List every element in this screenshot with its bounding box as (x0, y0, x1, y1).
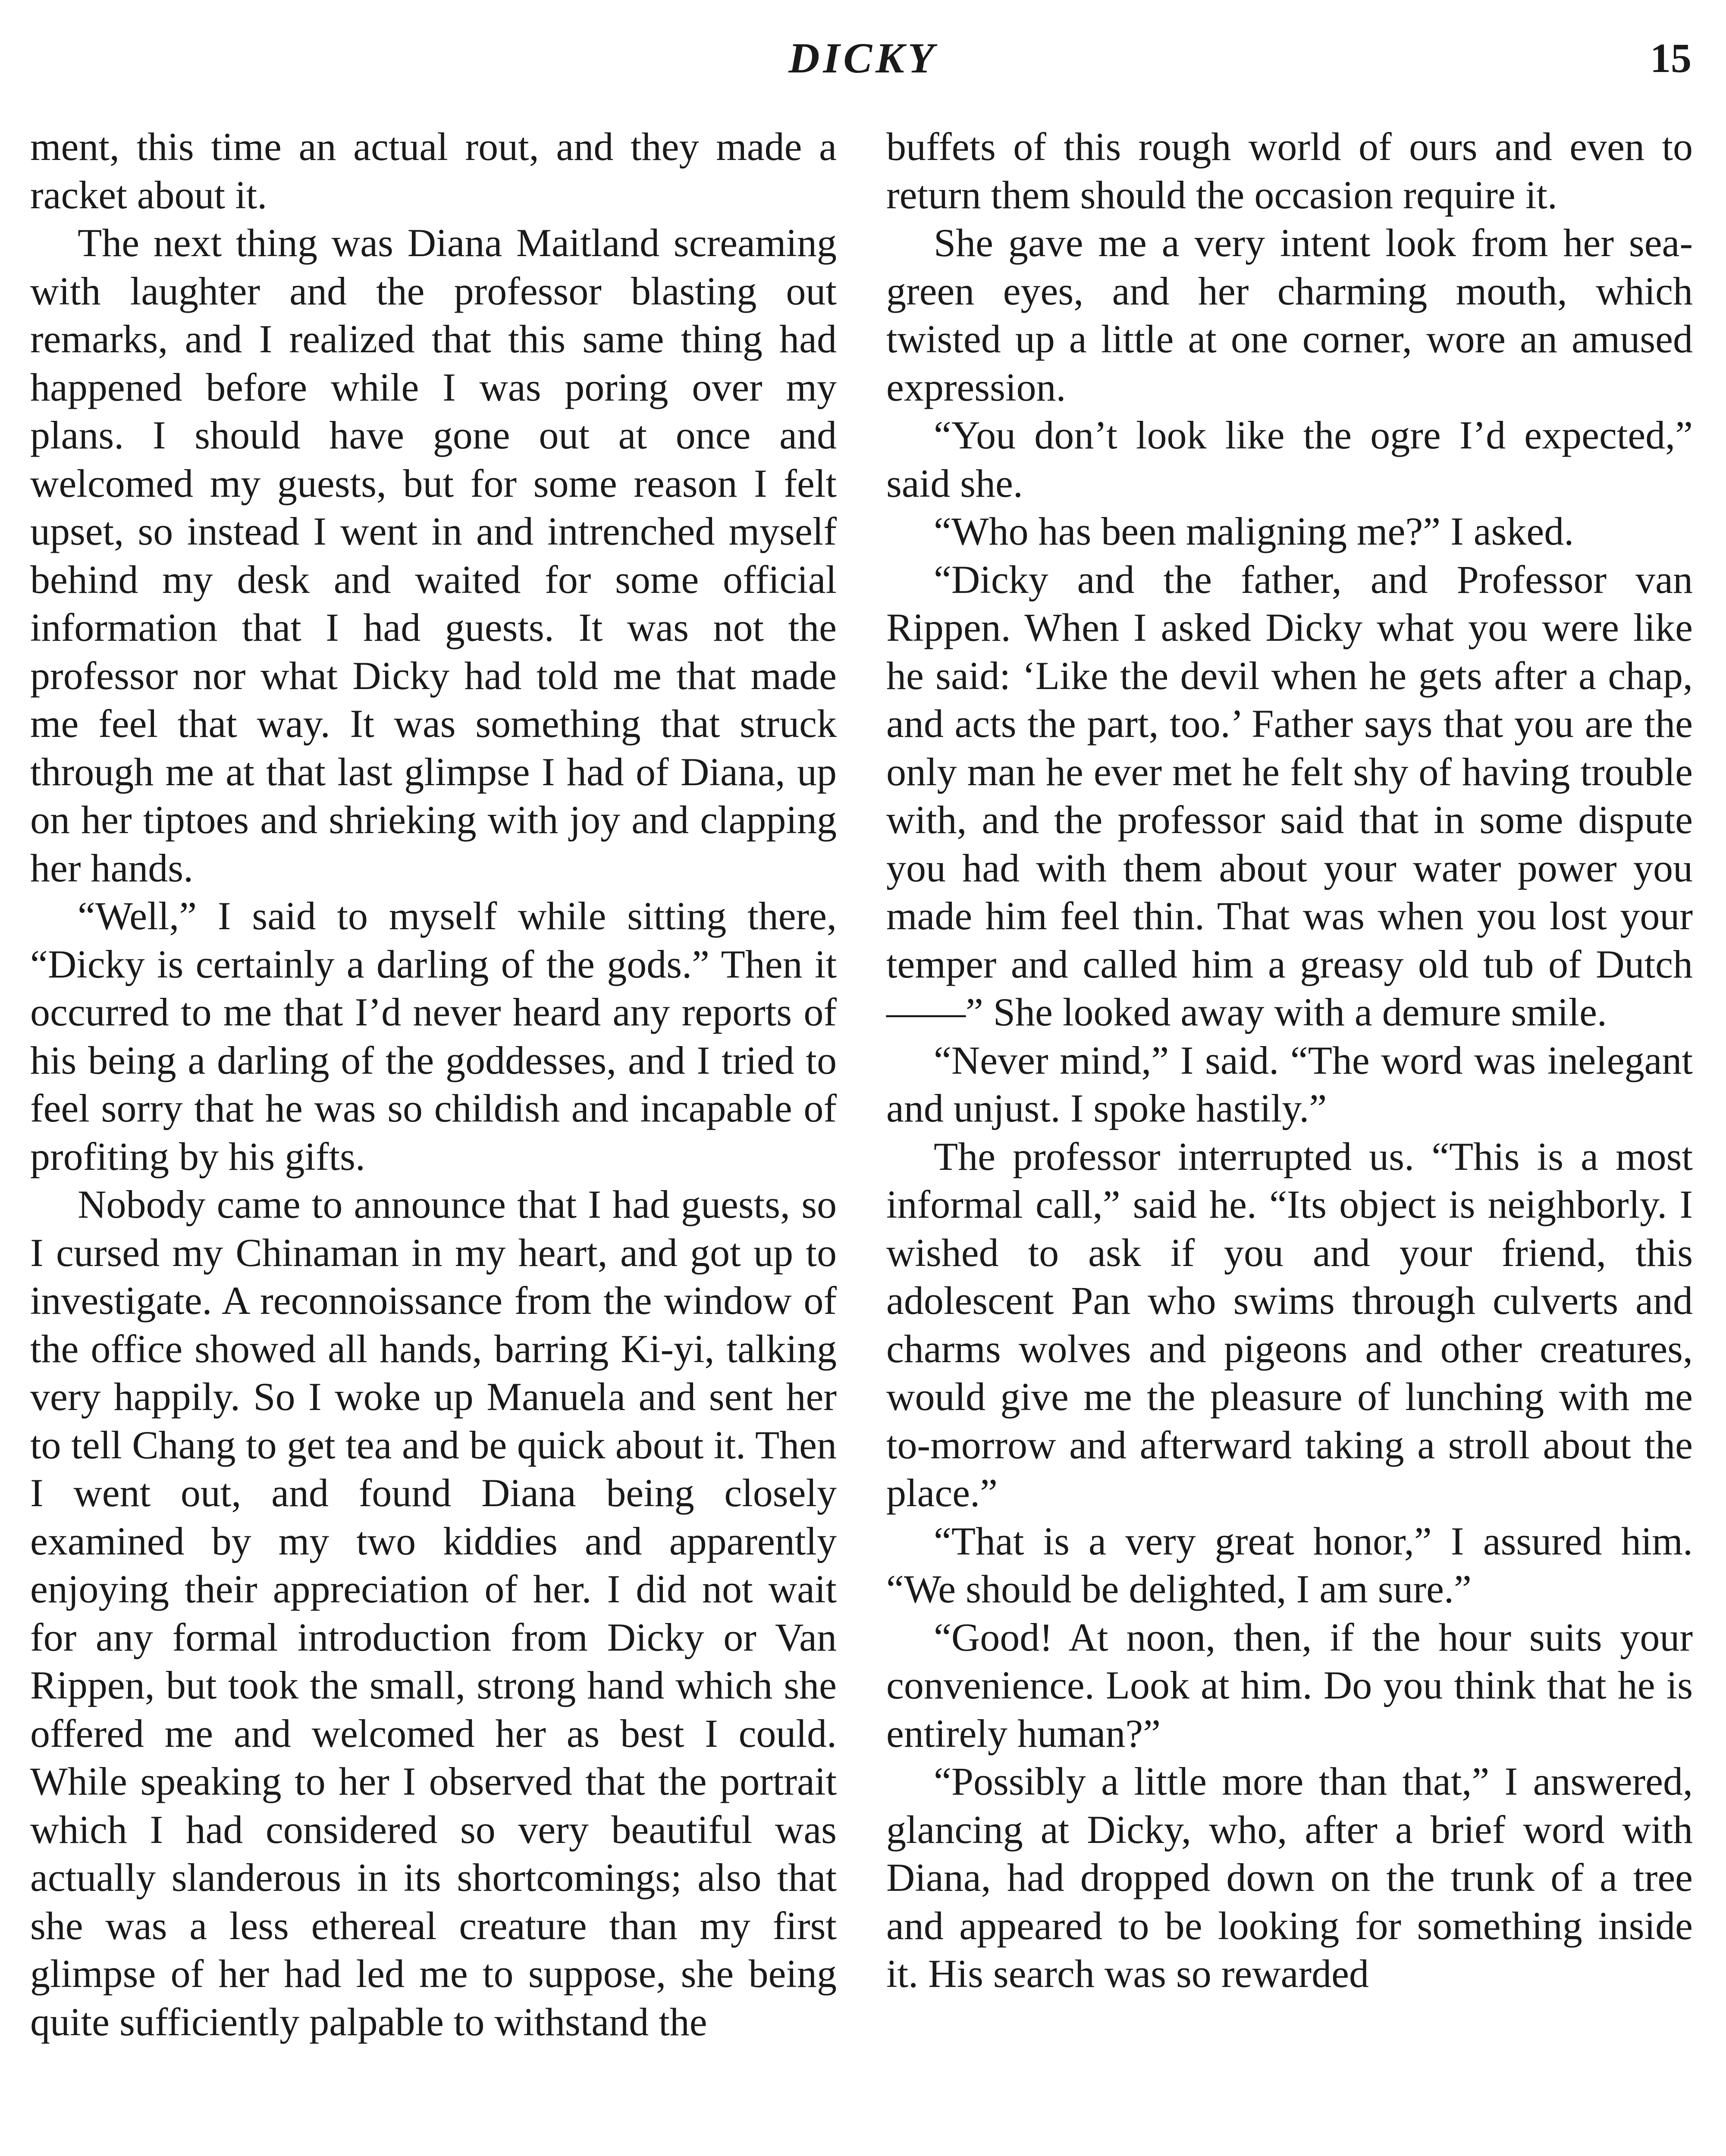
right-column (886, 123, 1693, 1998)
paragraph: “Good! At noon, then, if the hour suits your convenience. Look at him. Do you think that he is entirely human?” (886, 1615, 1693, 1755)
paragraph: buffets of this rough world of ours and even to return them should the occasion require it. (886, 125, 1693, 217)
paragraph: The next thing was Diana Maitland screaming with laughter and the professor blasting out remarks, and I realized that this same thing had happened before while I was poring over my plans. I should have gone out at once and welcomed my guests, but for some reason I felt upset, so instead I went in and intrenched myself behind my desk and waited for some official information that I had guests. It was not the professor nor what Dicky had told me that made me feel that way. It was something that struck through me at that last glimpse I had of Diana, up on her tiptoes and shrieking with joy and clapping her hands. (30, 221, 837, 890)
paragraph: “Who has been maligning me?” I asked. (934, 509, 1574, 553)
left-column (30, 123, 837, 2046)
paragraph: Nobody came to announce that I had guests, so I cursed my Chinaman in my heart, and got up to investigate. A reconnoissance from the window of the office showed all hands, barring Ki-yi, talking very happily. So I woke up Manuela and sent her to tell Chang to get tea and be quick about it. Then I went out, and found Diana being closely examined by my two kiddies and apparently enjoying their appreciation of her. I did not wait for any formal introduction from Dicky or Van Rippen, but took the small, strong hand which she offered me and welcomed her as best I could. While speaking to her I observed that the portrait which I had considered so very beautiful was actually slanderous in its shortcomings; also that she was a less ethereal creature than my first glimpse of her had led me to suppose, she being quite sufficiently palpable to withstand the (30, 1182, 837, 2044)
running-head (0, 30, 1726, 86)
paragraph: “That is a very great honor,” I assured him. “We should be delighted, I am sure.” (886, 1519, 1693, 1611)
running-title: DICKY (788, 34, 938, 82)
paragraph: “Dicky and the father, and Professor van Rippen. When I asked Dicky what you were like he said: ‘Like the devil when he gets after a chap, and acts the part, too.’ Father says that you are the only man he ever met he felt shy of having trouble with, and the professor said that in some dispute you had with them about your water power you made him feel thin. That was when you lost your temper and called him a greasy old tub of Dutch——” She looked away with a demure smile. (886, 557, 1693, 1034)
paragraph: “Well,” I said to myself while sitting there, “Dicky is certainly a darling of the gods.” Then it occurred to me that I’d never heard any reports of his being a darling of the goddesses, and I tried to feel sorry that he was so childish and incapable of profiting by his gifts. (30, 894, 837, 1178)
paragraph: “Never mind,” I said. “The word was inelegant and unjust. I spoke hastily.” (886, 1038, 1693, 1130)
paragraph: ment, this time an actual rout, and they made a racket about it. (30, 125, 837, 217)
paragraph: The professor interrupted us. “This is a most informal call,” said he. “Its object is neighborly. I wished to ask if you and your friend, this adolescent Pan who swims through culverts and charms wolves and pigeons and other creatures, would give me the pleasure of lunching with me to-morrow and afterward taking a stroll about the place.” (886, 1134, 1693, 1515)
page-number: 15 (1650, 35, 1691, 81)
paragraph: “You don’t look like the ogre I’d expected,” said she. (886, 413, 1693, 505)
paragraph: She gave me a very intent look from her sea-green eyes, and her charming mouth, which twisted up a little at one corner, wore an amused expression. (886, 221, 1693, 409)
paragraph: “Possibly a little more than that,” I answered, glancing at Dicky, who, after a brief word with Diana, had dropped down on the trunk of a tree and appeared to be looking for something inside it. His search was so rewarded (886, 1759, 1693, 1996)
